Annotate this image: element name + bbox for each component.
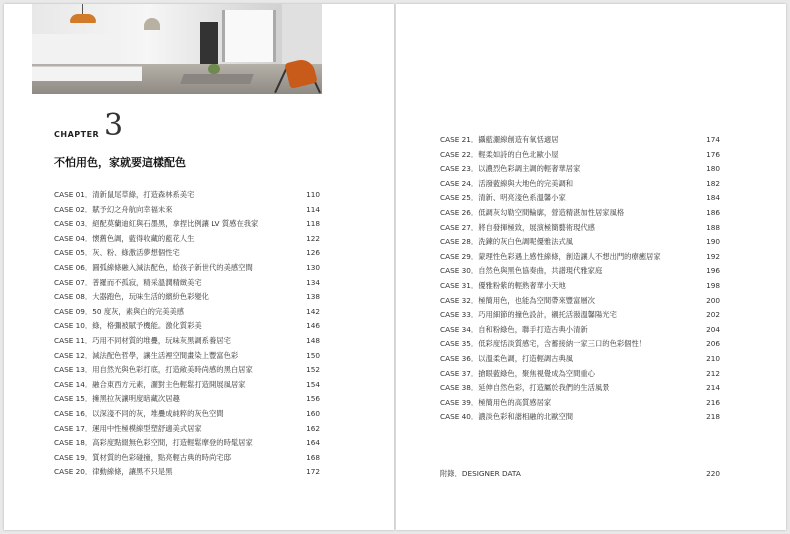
toc-entry	[54, 380, 320, 395]
appendix-label: 附錄．DESIGNER DATA	[440, 469, 521, 478]
toc-entry-title: CASE 38．延伸自然色彩，打造屬於我們的生活風景	[440, 383, 610, 393]
toc-entry-title: CASE 22．輕柔如詩的白色北歐小屋	[440, 149, 559, 159]
toc-entry	[54, 205, 320, 220]
toc-entry	[54, 263, 320, 278]
left-page	[4, 4, 394, 530]
toc-entry-page: 184	[706, 193, 720, 203]
toc-entry-title: CASE 33．巧用細節的撞色設計，襯托活潑溫馨陽光宅	[440, 310, 617, 320]
toc-entry	[54, 351, 320, 366]
toc-entry-page: 214	[706, 383, 720, 393]
toc-entry-page: 174	[706, 135, 720, 144]
toc-entry-title: CASE 04．懷舊色調，藍得收藏的藍花人生	[54, 233, 195, 243]
toc-entry	[54, 467, 320, 482]
toc-entry-page: 138	[306, 292, 320, 302]
toc-entry-page: 190	[706, 237, 720, 247]
toc-entry	[440, 150, 720, 165]
interior-photo	[32, 4, 322, 94]
toc-entry-title: CASE 29．蒙理性色彩遇上感性線條，創造讓人不想出門的療癒居家	[440, 251, 661, 261]
toc-entry-page: 134	[306, 277, 320, 287]
toc-entry-title: CASE 11．巧用不同材質的堆疊，玩味灰黑調系養居宅	[54, 335, 231, 345]
toc-entry-title: CASE 28．洗鍊的灰白色調呢優雅法式風	[440, 237, 574, 247]
toc-entry-title: CASE 24．活潑藍線與大地色的完美調和	[440, 178, 574, 188]
toc-entry-page: 142	[306, 306, 320, 316]
toc-entry	[54, 278, 320, 293]
toc-entry	[440, 339, 720, 354]
toc-entry	[440, 369, 720, 384]
toc-entry	[54, 321, 320, 336]
toc-entry-page: 200	[706, 295, 720, 305]
toc-entry-title: CASE 36．以溫柔色調，打造輕調古典風	[440, 353, 574, 363]
toc-entry-page: 198	[706, 280, 720, 290]
toc-entry-page: 154	[306, 379, 320, 389]
toc-entry-page: 212	[706, 368, 720, 378]
toc-entry	[54, 292, 320, 307]
toc-entry	[440, 237, 720, 252]
toc-entry-title: CASE 03．絕配莫蘭迪紅與石墨黑，拿捏比例讓 LV 質感在我家	[54, 219, 259, 229]
toc-entry-title: CASE 39．極簡用色的高質感居家	[440, 397, 552, 407]
chapter-label: CHAPTER	[54, 130, 100, 139]
toc-entry	[440, 412, 720, 427]
toc-entry	[440, 281, 720, 296]
toc-entry	[54, 248, 320, 263]
toc-entry-page: 206	[706, 339, 720, 349]
toc-entry-title: CASE 14．融合東西方元素，灑對主色輕鬆打造開展風居家	[54, 379, 246, 389]
toc-entry	[440, 208, 720, 223]
toc-entry-page: 148	[306, 335, 320, 345]
toc-entry	[440, 310, 720, 325]
toc-entry-title: CASE 37．搶眼藍綠色，聚焦視覺成為空間重心	[440, 368, 595, 378]
toc-entry-title: CASE 15．擁黑拉灰讓明度暗藏次居趣	[54, 394, 180, 404]
toc-entry-page: 152	[306, 365, 320, 375]
toc-entry-page: 164	[306, 438, 320, 448]
toc-entry	[54, 190, 320, 205]
toc-entry-title: CASE 08．大器跑色，玩味生活的繽紛色彩變化	[54, 292, 209, 302]
toc-entry	[440, 398, 720, 413]
toc-entry-title: CASE 34．自和粉綠色，聯手打造古典小清新	[440, 324, 588, 334]
toc-entry-title: CASE 18．高彩度點綴無色彩空間，打造輕鬆摩登的時髦居家	[54, 438, 253, 448]
toc-entry-page: 202	[706, 310, 720, 320]
toc-entry	[440, 296, 720, 311]
toc-entry-page: 176	[706, 149, 720, 159]
toc-entry-page: 182	[706, 178, 720, 188]
toc-entry-title: CASE 07．普羅而不孤寂，精采溫潤精緻美宅	[54, 277, 202, 287]
toc-entry-page: 192	[706, 251, 720, 261]
toc-entry-page: 110	[306, 190, 320, 199]
toc-entry	[440, 354, 720, 369]
toc-entry-title: CASE 23．以濃烈色彩調主調的輕奢華居家	[440, 164, 581, 174]
toc-entry	[54, 438, 320, 453]
toc-entry-title: CASE 30．自然色與黑色協奏曲，共譜現代雅家庭	[440, 266, 603, 276]
toc-entry-title: CASE 01．清新鼠尾草綠，打造森林系美宅	[54, 190, 195, 199]
toc-entry	[440, 325, 720, 340]
toc-entry	[440, 252, 720, 267]
toc-entry-title: CASE 10．綠，格彌被賦予機能。激化質彩美	[54, 321, 202, 331]
toc-entry	[54, 219, 320, 234]
toc-entry-page: 160	[306, 408, 320, 418]
toc-entry-title: CASE 25．清新、明亮淺色系溫馨小家	[440, 193, 566, 203]
toc-entry-title: CASE 16．以深淺不同的灰，堆疊成純粹的灰色空間	[54, 408, 224, 418]
toc-entry-page: 156	[306, 394, 320, 404]
toc-entry-title: CASE 06．圓弧線條融入減法配色，給孩子新世代的美感空間	[54, 262, 253, 272]
toc-entry-title: CASE 19．質材質的色彩碰撞，點亮輕古典的時尚宅邸	[54, 452, 231, 462]
toc-entry	[440, 179, 720, 194]
toc-entry-page: 210	[706, 353, 720, 363]
toc-entry	[54, 234, 320, 249]
toc-entry	[54, 409, 320, 424]
toc-entry-page: 150	[306, 350, 320, 360]
toc-entry-page: 122	[306, 233, 320, 243]
toc-entry	[440, 164, 720, 179]
toc-entry-title: CASE 26．低調灰勾勒空間輪廓，營造精湛加性居家風格	[440, 207, 625, 217]
right-toc-list	[440, 135, 720, 427]
toc-entry-page: 186	[706, 207, 720, 217]
toc-entry-page: 146	[306, 321, 320, 331]
toc-entry	[440, 193, 720, 208]
toc-entry-page: 216	[706, 397, 720, 407]
toc-entry-title: CASE 12．減法配色哲學，讓生活裡空間畫染上豐富色彩	[54, 350, 239, 360]
chapter-title: 不怕用色，家就要這樣配色	[54, 156, 186, 169]
toc-entry-page: 118	[306, 219, 320, 229]
toc-entry-title: CASE 09．50 度灰，素與白的完美美感	[54, 306, 185, 316]
toc-entry-title: CASE 17．運用中性極模線型塑舒適美式居家	[54, 423, 202, 433]
toc-entry-title: CASE 31．優雅粉紫的輕熟奢華小天地	[440, 280, 566, 290]
toc-entry-page: 114	[306, 204, 320, 214]
toc-entry	[54, 307, 320, 322]
toc-entry-page: 180	[706, 164, 720, 174]
toc-entry-title: CASE 32．極簡用色，也能為空間帶來豐富層次	[440, 295, 595, 305]
toc-entry	[440, 266, 720, 281]
toc-entry-title: CASE 27．將自發揮極致，展演極簡藝術現代感	[440, 222, 595, 232]
toc-entry-title: CASE 02．賦予幻之舟航向幸福未來	[54, 204, 173, 214]
toc-entry-page: 162	[306, 423, 320, 433]
toc-entry	[440, 223, 720, 238]
toc-entry-title: CASE 13．用自然光與色彩打底，打造敞美時尚感的黑白居家	[54, 365, 253, 375]
toc-entry	[54, 394, 320, 409]
toc-entry	[54, 424, 320, 439]
toc-entry	[54, 336, 320, 351]
appendix-entry	[440, 469, 720, 479]
toc-entry-title: CASE 21．攝藍灑線創造有氧恬適居	[440, 135, 559, 144]
chapter-number: 3	[104, 108, 124, 143]
toc-entry-title: CASE 35．低彩度恬淡質感宅，含蓄接納一家三口的色彩個性！	[440, 339, 647, 349]
toc-entry-page: 196	[706, 266, 720, 276]
left-toc-list	[54, 190, 320, 482]
toc-entry-page: 204	[706, 324, 720, 334]
toc-entry-page: 168	[306, 452, 320, 462]
toc-entry	[54, 453, 320, 468]
toc-entry	[54, 365, 320, 380]
toc-entry-page: 172	[306, 467, 320, 477]
appendix-page: 220	[706, 469, 720, 478]
toc-entry	[440, 383, 720, 398]
toc-entry-title: CASE 40．濃淡色彩和諧相融的北歐空間	[440, 412, 574, 422]
right-page	[396, 4, 786, 530]
toc-entry-page: 130	[306, 262, 320, 272]
toc-entry-page: 218	[706, 412, 720, 422]
toc-entry	[440, 135, 720, 150]
toc-entry-page: 188	[706, 222, 720, 232]
toc-entry-title: CASE 20．律動線條，讓黑不只是黑	[54, 467, 173, 477]
toc-entry-title: CASE 05．灰、粉、綠激活夢想個性宅	[54, 248, 180, 258]
toc-entry-page: 126	[306, 248, 320, 258]
